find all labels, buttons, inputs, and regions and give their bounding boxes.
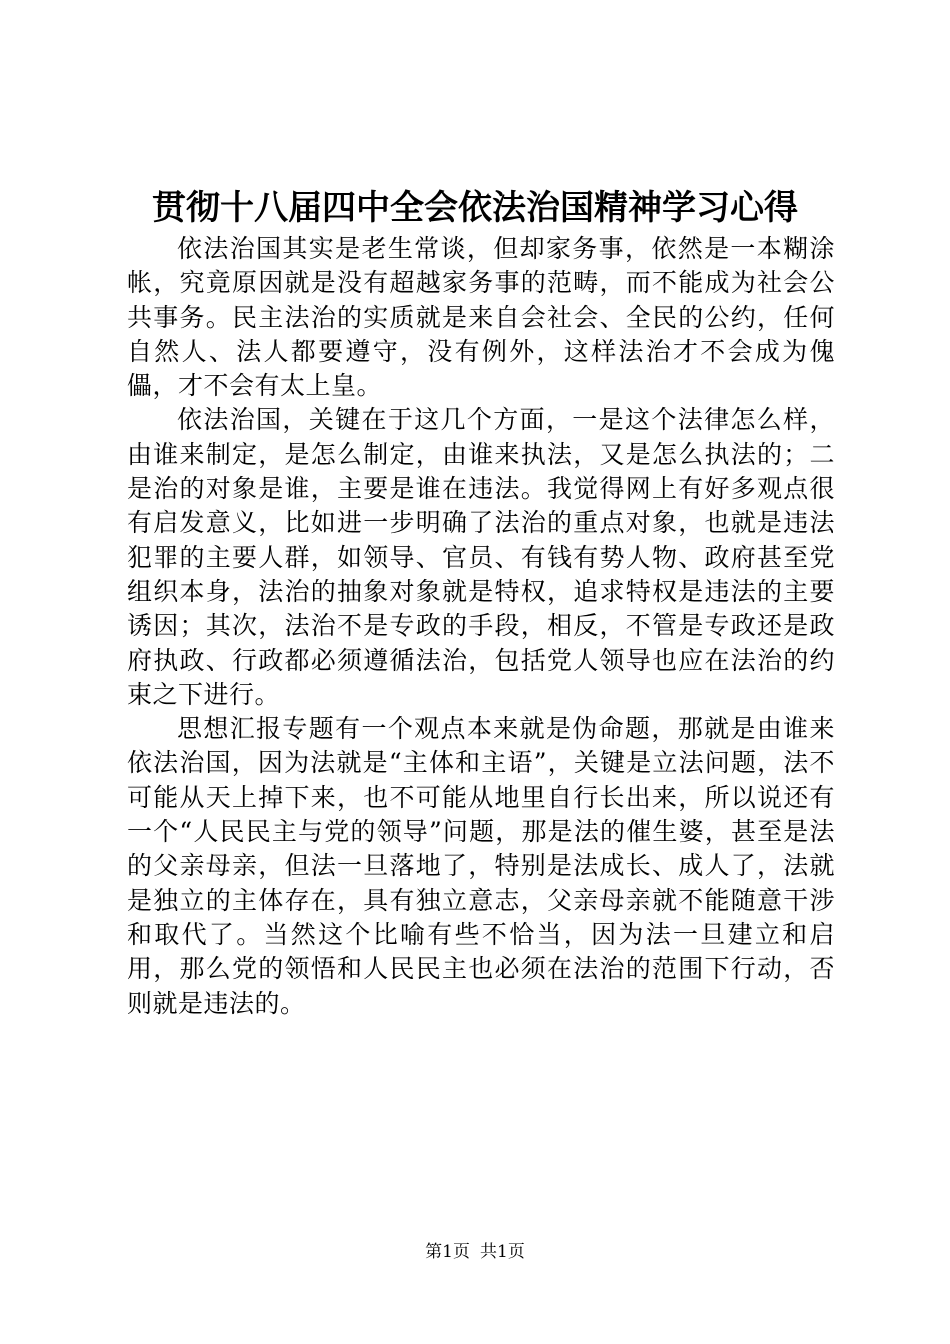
page-footer: [0, 1241, 950, 1263]
page-number: 第1页: [425, 1242, 470, 1262]
paragraph-2: 依法治国，关键在于这几个方面，一是这个法律怎么样，由谁来制定，是怎么制定，由谁来执法，又是怎么执法的；二是治的对象是谁，主要是谁在违法。我觉得网上有好多观点很有启发意义，比如进一步明确了法治的重点对象，也就是违法犯罪的主要人群，如领导、官员、有钱有势人物、政府甚至党组织本身，法治的抽象对象就是特权，追求特权是违法的主要诱因；其次，法治不是专政的手段，相反，不管是专政还是政府执政、行政都必须遵循法治，包括党人领导也应在法治的约束之下进行。: [127, 405, 835, 709]
paragraph-3: 思想汇报专题有一个观点本来就是伪命题，那就是由谁来依法治国，因为法就是“主体和主语”，关键是立法问题，法不可能从天上掉下来，也不可能从地里自行长出来，所以说还有一个“人民民主与党的领导”问题，那是法的催生婆，甚至是法的父亲母亲，但法一旦落地了，特别是法成长、成人了，法就是独立的主体存在，具有独立意志，父亲母亲就不能随意干涉和取代了。当然这个比喻有些不恰当，因为法一旦建立和启用，那么党的领悟和人民民主也必须在法治的范围下行动，否则就是违法的。: [127, 714, 835, 1018]
page-total: 共1页: [480, 1242, 525, 1262]
document-body: [127, 232, 835, 1021]
paragraph-1: 依法治国其实是老生常谈，但却家务事，依然是一本糊涂帐，究竟原因就是没有超越家务事的范畴，而不能成为社会公共事务。民主法治的实质就是来自会社会、全民的公约，任何自然人、法人都要遵守，没有例外，这样法治才不会成为傀儡，才不会有太上皇。: [127, 234, 835, 401]
document-title: 贯彻十八届四中全会依法治国精神学习心得: [152, 188, 798, 228]
